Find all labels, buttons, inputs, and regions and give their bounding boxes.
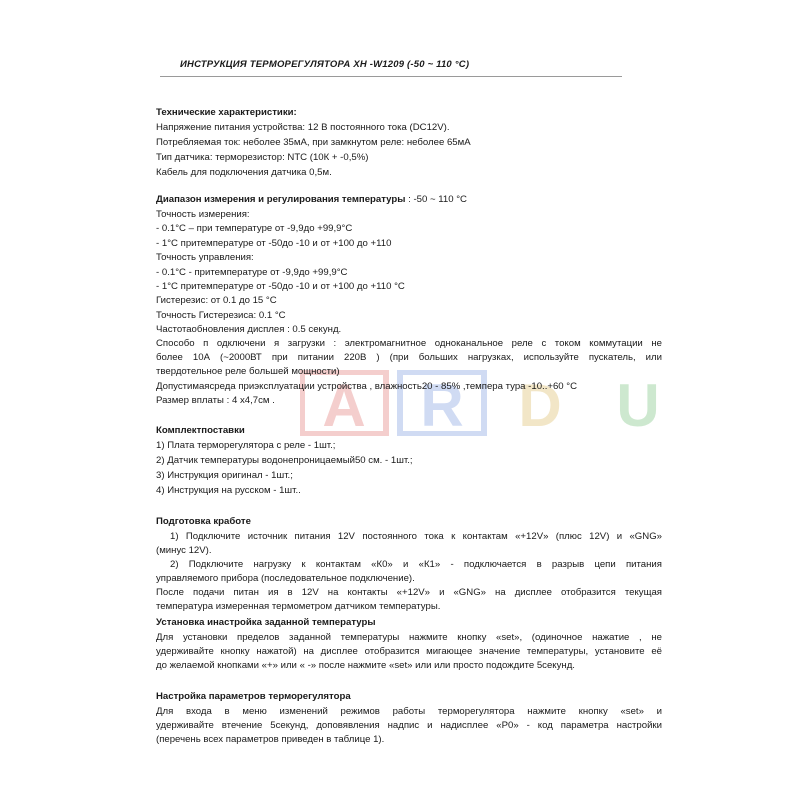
prep-line: После подачи питан ия в 12V на контакты «+12V» и «GNG» на дисплее отобразится текущая bbox=[156, 587, 662, 598]
prep-line: 1) Подключите источник питания 12V постоянного тока к контактам «+12V» (плюс 12V) и «GNG» bbox=[170, 531, 662, 542]
setpoint-line: удерживайте кнопку нажатой) на дисплее отобразится мигающее значение температуры, установите её bbox=[156, 646, 662, 657]
watermark-letter-d: D bbox=[518, 372, 562, 436]
range-line: Способо п одключени я загрузки : электромагнитное одноканальное реле с током коммутации не bbox=[156, 338, 662, 349]
range-line: Допустимаясреда приэксплуатации устройства , влажность20 - 85% ,темпера тура -10..+60 °С bbox=[156, 381, 578, 392]
range-line: Точность Гистерезиса: 0.1 °С bbox=[156, 310, 286, 321]
prep-line: (минус 12V). bbox=[156, 545, 212, 556]
specs-line: Напряжение питания устройства: 12 В постоянного тока (DC12V). bbox=[156, 122, 450, 133]
specs-heading: Технические характеристики: bbox=[156, 107, 297, 118]
prep-heading: Подготовка кработе bbox=[156, 516, 251, 527]
specs-line: Потребляемая ток: неболее 35мА, при замкнутом реле: неболее 65мА bbox=[156, 137, 471, 148]
kit-line: 4) Инструкция на русском - 1шт.. bbox=[156, 485, 301, 496]
range-line: твердотельное реле большей мощности) bbox=[156, 366, 340, 377]
range-heading-row bbox=[156, 193, 467, 206]
setpoint-line: Для установки пределов заданной температуры нажмите кнопку «set», (одиночное нажатие , не bbox=[156, 632, 662, 643]
range-heading: Диапазон измерения и регулирования температуры bbox=[156, 194, 406, 205]
range-line: - 1°С притемпературе от -50до -10 и от +100 до +110 bbox=[156, 238, 392, 249]
range-heading-value: : -50 ~ 110 °С bbox=[408, 194, 467, 205]
params-heading: Настройка параметров терморегулятора bbox=[156, 691, 351, 702]
watermark-letter-u: U bbox=[616, 372, 660, 436]
watermark-letter-r: R bbox=[420, 372, 464, 436]
prep-line: температура измеренная термометром датчиком температуры. bbox=[156, 601, 441, 612]
specs-line: Тип датчика: терморезистор: NTC (10К + -0,5%) bbox=[156, 152, 369, 163]
range-line: - 1°С притемпературе от -50до -10 и от +100 до +110 °С bbox=[156, 281, 405, 292]
specs-line: Кабель для подключения датчика 0,5м. bbox=[156, 167, 332, 178]
range-line: Гистерезис: от 0.1 до 15 °С bbox=[156, 295, 277, 306]
kit-line: 1) Плата терморегулятора с реле - 1шт.; bbox=[156, 440, 336, 451]
setpoint-heading: Установка инастройка заданной температуры bbox=[156, 617, 376, 628]
range-line: - 0.1°С – при температуре от -9,9до +99,9°С bbox=[156, 223, 353, 234]
kit-line: 3) Инструкция оригинал - 1шт.; bbox=[156, 470, 293, 481]
kit-line: 2) Датчик температуры водонепроницаемый50 см. - 1шт.; bbox=[156, 455, 413, 466]
document-title: ИНСТРУКЦИЯ ТЕРМОРЕГУЛЯТОРА XH -W1209 (-50 ~ 110 °С) bbox=[180, 59, 470, 70]
prep-line: 2) Подключите нагрузку к контактам «К0» и «К1» - подключается в разрыв цепи питания bbox=[170, 559, 662, 570]
params-line: удерживайте втечение 5секунд, доповявления надпис и надисплее «P0» - код параметра настройки bbox=[156, 720, 662, 731]
prep-line: управляемого прибора (последовательное подключение). bbox=[156, 573, 415, 584]
kit-heading: Комплектпоставки bbox=[156, 425, 245, 436]
watermark-letter-a: A bbox=[322, 372, 366, 436]
range-line: - 0.1°С - притемпературе от -9,9до +99,9°С bbox=[156, 267, 348, 278]
range-line: Размер вплаты : 4 x4,7см . bbox=[156, 395, 275, 406]
range-line: Точность управления: bbox=[156, 252, 254, 263]
range-line: более 10А (~2000ВТ при питании 220В ) (при больших нагрузках, используйте пускатель, или bbox=[156, 352, 662, 363]
setpoint-line: до желаемой кнопками «+» или « -» после нажмите «set» или или просто подождите 5секунд. bbox=[156, 660, 575, 671]
params-line: (перечень всех параметров приведен в таблице 1). bbox=[156, 734, 385, 745]
range-line: Частотаобновления дисплея : 0.5 секунд. bbox=[156, 324, 342, 335]
title-divider bbox=[160, 76, 622, 77]
params-line: Для входа в меню изменений режимов работы терморегулятора нажмите кнопку «set» и bbox=[156, 706, 662, 717]
range-line: Точность измерения: bbox=[156, 209, 250, 220]
